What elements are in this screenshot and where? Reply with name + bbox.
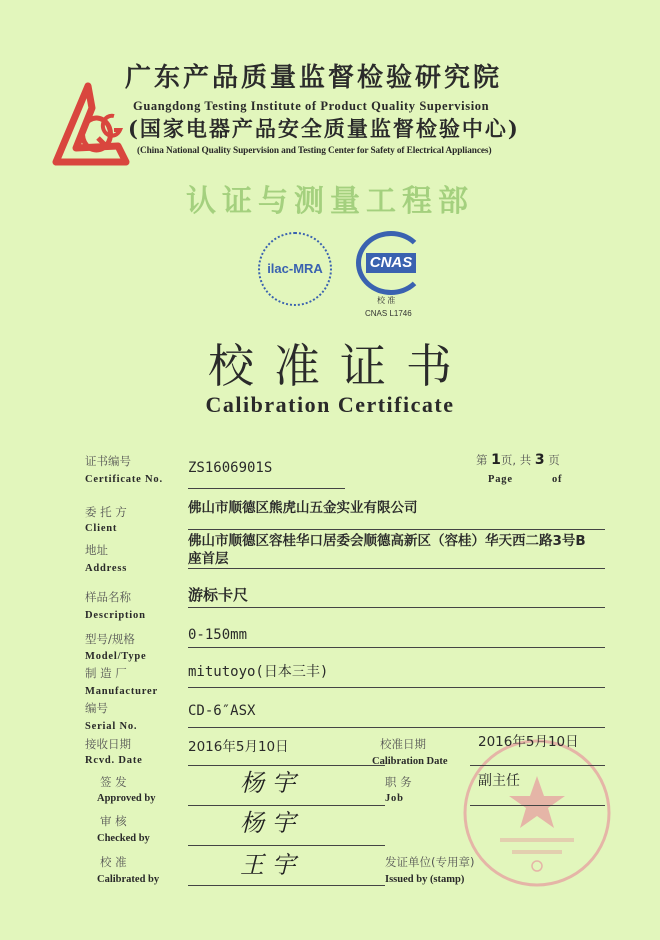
cert-no-label-en: Certificate No. [85,474,163,485]
job-label-cn: 职 务 [385,775,412,789]
job-value: 副主任 [478,773,520,789]
client-label-cn: 委 托 方 [85,505,127,519]
calibrated-label-en: Calibrated by [97,874,160,885]
page-pre: 第 [476,453,488,467]
cnas-number: CNAS L1746 [365,309,412,318]
department-name: 认证与测量工程部 [186,184,474,219]
cnas-text: CNAS [366,253,417,272]
model-label-en: Model/Type [85,651,147,662]
address-value-line2: 座首层 [188,551,229,567]
calibration-date-label-en: Calibration Date [372,756,448,767]
cnas-logo [356,231,426,295]
org-name-en: Guangdong Testing Institute of Product Quality Supervision [133,99,490,113]
page-post: 页 [548,453,560,467]
page-total: 3 [534,452,545,468]
official-stamp [462,738,612,888]
client-label-en: Client [85,523,118,534]
approved-label-cn: 签 发 [100,775,127,789]
checked-label-en: Checked by [97,833,150,844]
serial-label-cn: 编号 [85,701,108,715]
issued-by-label-cn: 发证单位(专用章) [385,855,475,869]
issued-by-label-en: Issued by (stamp) [385,874,465,885]
approved-label-en: Approved by [97,793,156,804]
page-number: 1 [491,452,501,468]
manufacturer-label-en: Manufacturer [85,686,158,697]
serial-label-en: Serial No. [85,721,138,732]
description-label-en: Description [85,610,146,621]
center-name-en: (China National Quality Supervision and Testing Center for Safety of Electrical Appliances) [137,146,492,156]
title-en: Calibration Certificate [205,392,455,417]
cnas-category: 校 准 [377,296,396,305]
page-indicator [476,452,560,468]
received-date-label-en: Rcvd. Date [85,755,143,766]
org-name-cn: 广东产品质量监督检验研究院 [125,63,503,93]
model-value: 0-150mm [188,627,248,643]
center-name-cn: (国家电器产品安全质量监督检验中心) [128,116,520,141]
address-label-en: Address [85,563,128,574]
cert-no-label-cn: 证书编号 [85,454,131,468]
client-value: 佛山市顺德区熊虎山五金实业有限公司 [188,500,418,516]
calibration-date-value: 2016年5月10日 [478,734,579,750]
cert-no-value: ZS1606901S [188,460,273,476]
approved-signature: 杨 宇 [240,769,296,797]
job-label-en: Job [385,793,404,804]
serial-value: CD-6″ASX [188,703,256,719]
description-value: 游标卡尺 [188,586,249,604]
received-date-label-cn: 接收日期 [85,737,131,751]
title-cn: 校准证书 [208,339,472,393]
checked-signature: 杨 宇 [240,809,296,837]
description-label-cn: 样品名称 [85,590,131,604]
calibrated-signature: 王 宇 [240,851,296,879]
calibrated-label-cn: 校 准 [100,855,127,869]
of-label-en: of [552,474,563,485]
ilac-text: ilac-MRA [267,260,323,276]
checked-label-cn: 审 核 [100,814,127,828]
page-mid: 页, 共 [500,453,532,467]
received-date-value: 2016年5月10日 [188,739,289,755]
address-value-line1: 佛山市顺德区容桂华口居委会顺德高新区（容桂）华天西二路3号B [188,533,586,549]
ilac-mra-logo [258,232,332,306]
calibration-date-label-cn: 校准日期 [380,737,426,751]
institute-logo [52,82,130,172]
page-label-en: Page [488,474,513,485]
manufacturer-value: mitutoyo(日本三丰) [188,664,329,680]
model-label-cn: 型号/规格 [85,632,135,646]
manufacturer-label-cn: 制 造 厂 [85,666,127,680]
address-label-cn: 地址 [85,543,108,557]
